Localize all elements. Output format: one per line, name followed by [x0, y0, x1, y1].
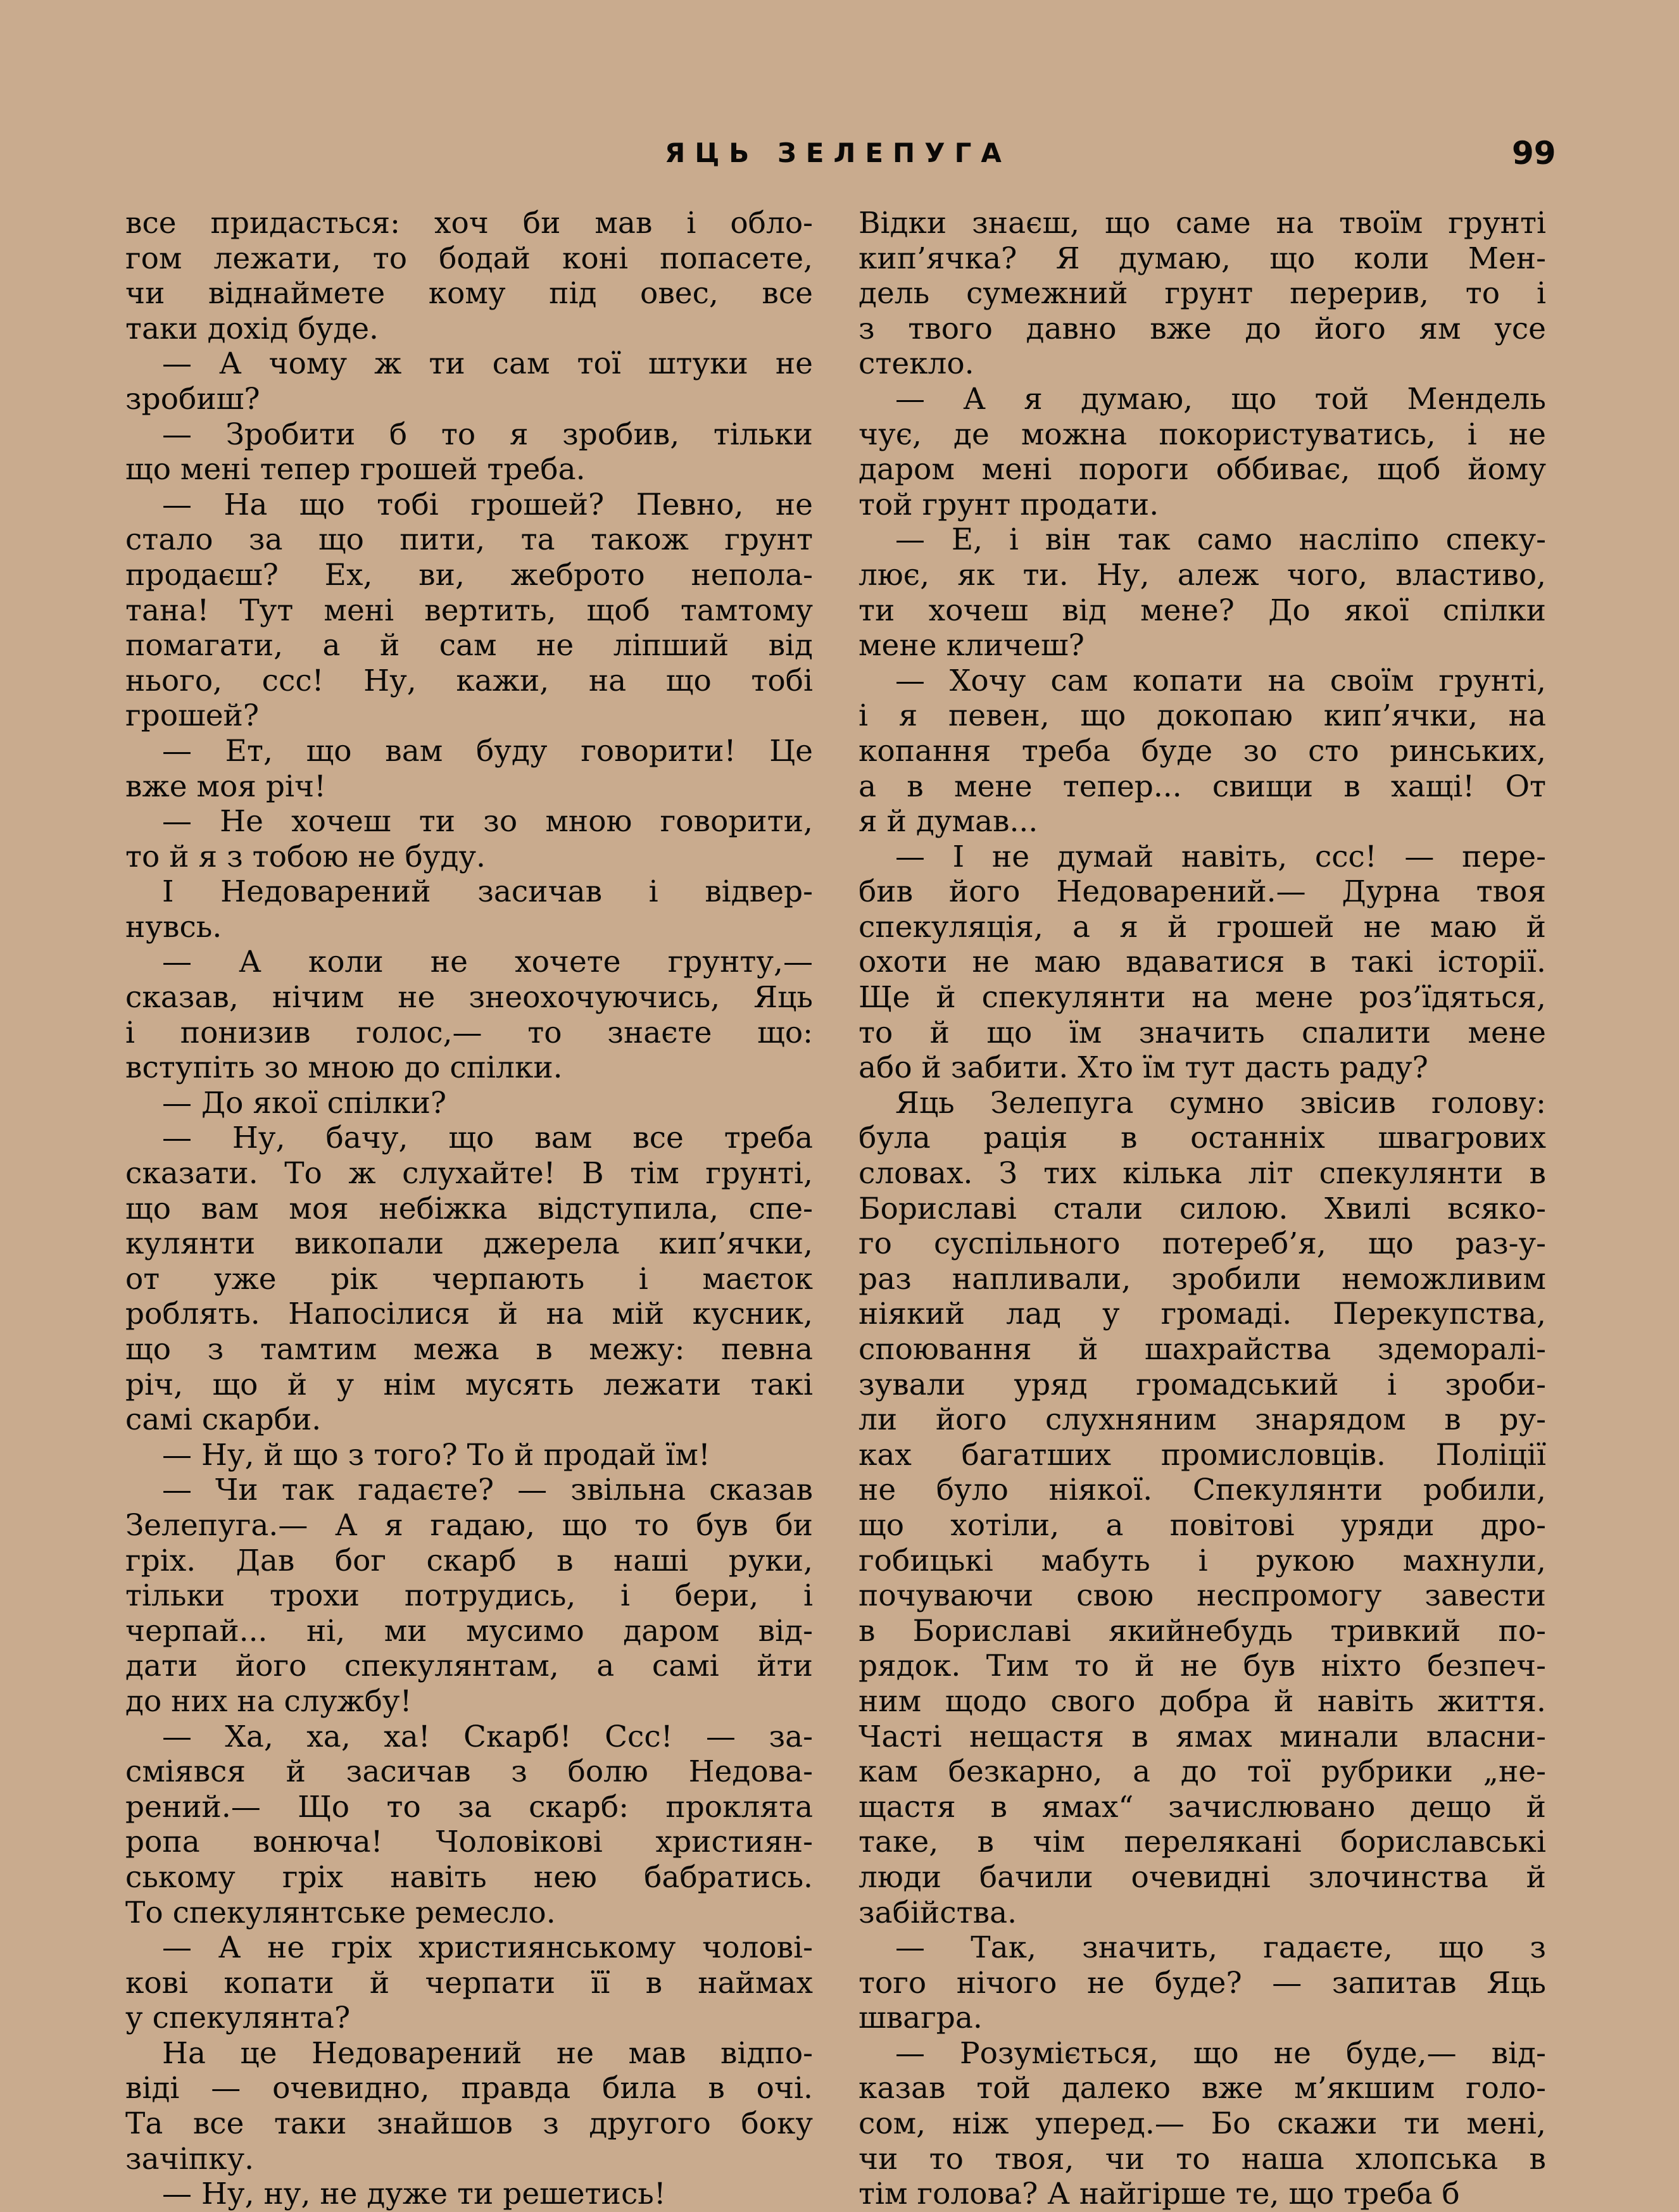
text-line: стало за що пити, та також грунт [125, 522, 813, 558]
text-line: в Бориславі якийнебудь тривкий по- [858, 1613, 1546, 1649]
text-line: кип’ячка? Я думаю, що коли Мен- [858, 241, 1546, 276]
paragraph [125, 487, 813, 734]
text-line: зачіпку. [125, 2141, 255, 2177]
text-line: або й забити. Хто їм тут дасть раду? [858, 1050, 1428, 1086]
text-line: таки дохід буде. [125, 311, 379, 346]
text-line: з твого давно вже до його ям усе [858, 311, 1546, 346]
text-line: — Розуміється, що не буде,— від- [895, 2035, 1546, 2071]
paragraph [858, 382, 1546, 522]
text-line: не було ніякої. Спекулянти робили, [858, 1473, 1546, 1508]
text-line: забійства. [858, 1895, 1017, 1930]
text-line: — Ну, ну, не дуже ти решетись! [162, 2177, 666, 2212]
text-line: кулянти викопали джерела кип’ячки, [125, 1226, 813, 1262]
paragraph [858, 1930, 1546, 2036]
text-line: щастя в ямах“ зачислювано дещо й [858, 1789, 1546, 1825]
text-line: сказати. То ж слухайте! В тім грунті, [125, 1156, 813, 1191]
text-line: охоти не маю вдаватися в такі історії. [858, 945, 1546, 980]
text-line: і я певен, що докопаю кип’ячки, на [858, 698, 1546, 734]
text-line: у спекулянта? [125, 2001, 351, 2036]
text-line: — Хочу сам копати на своїм грунті, [895, 663, 1546, 698]
text-line: що хотіли, а повітові уряди дро- [858, 1507, 1546, 1543]
text-line: річ, що й у нім мусять лежати такі [125, 1367, 813, 1402]
text-line: — А не гріх християнському чолові- [162, 1930, 813, 1966]
text-line: помагати, а й сам не ліпший від [125, 628, 813, 663]
text-line: а в мене тепер... свищи в хащі! От [858, 769, 1546, 804]
paragraph [125, 1473, 813, 1719]
text-line: нього, ссс! Ну, кажи, на що тобі [125, 663, 813, 698]
text-line: — Не хочеш ти зо мною говорити, [162, 804, 813, 839]
paragraph [125, 1121, 813, 1437]
text-line: дати його спекулянтам, а самі йти [125, 1649, 813, 1684]
text-line: — Ха, ха, ха! Скарб! Ссс! — за- [162, 1719, 813, 1754]
paragraph [125, 1438, 813, 1473]
text-line: тім голова? А найгірше те, що треба б [858, 2177, 1460, 2212]
text-line: чи то твоя, чи то наша хлопська в [858, 2141, 1546, 2177]
text-line: — А я думаю, що той Мендель [895, 381, 1546, 417]
text-line: кам безкарно, а до тої рубрики „не- [858, 1754, 1546, 1790]
text-line: і понизив голос,— то знаєте що: [125, 1015, 813, 1050]
text-line: грошей? [125, 698, 260, 734]
text-line: — Чи так гадаєте? — звільна сказав [162, 1473, 813, 1508]
paragraph [125, 2177, 813, 2212]
paragraph [125, 206, 813, 346]
text-line: таке, в чім перелякані бориславські [858, 1825, 1546, 1860]
text-line: — Так, значить, гадаєте, що з [895, 1930, 1546, 1966]
paragraph [125, 945, 813, 1085]
text-line: лює, як ти. Ну, алеж чого, властиво, [858, 557, 1546, 593]
text-line: бив його Недоварений.— Дурна твоя [858, 874, 1546, 910]
running-title: ЯЦЬ ЗЕЛЕПУГА [665, 137, 1011, 168]
paragraph [858, 839, 1546, 1086]
text-line: той грунт продати. [858, 487, 1159, 522]
text-line: гом лежати, то бодай коні попасете, [125, 241, 813, 276]
paragraph [858, 522, 1546, 663]
text-line: сказав, нічим не знеохочуючись, Яць [125, 980, 813, 1015]
text-line: черпай... ні, ми мусимо даром від- [125, 1613, 813, 1649]
text-line: — Ну, й що з того? То й продай їм! [162, 1437, 710, 1473]
text-line: — А коли не хочете грунту,— [162, 945, 813, 980]
running-header [0, 134, 1679, 172]
text-line: стекло. [858, 346, 974, 382]
text-line: ропа вонюча! Чоловікові християн- [125, 1825, 813, 1860]
text-line: ніякий лад у громаді. Перекупства, [858, 1297, 1546, 1332]
text-line: — Ет, що вам буду говорити! Це [162, 733, 813, 769]
text-line: вступіть зо мною до спілки. [125, 1050, 563, 1086]
paragraph [858, 206, 1546, 382]
text-line: віді — очевидно, правда била в очі. [125, 2071, 813, 2106]
text-line: того нічого не буде? — запитав Яць [858, 1965, 1546, 2001]
text-line: ському гріх навіть нею бабратись. [125, 1859, 813, 1895]
text-line: чує, де можна покористуватись, і не [858, 417, 1546, 452]
text-line: — Е, і він так само насліпо спеку- [895, 522, 1546, 558]
text-line: Зелепуга.— А я гадаю, що то був би [125, 1507, 813, 1543]
text-line: нувсь. [125, 909, 222, 945]
text-line: що мені тепер грошей треба. [125, 452, 586, 487]
text-line: — На що тобі грошей? Певно, не [162, 487, 813, 522]
text-line: тана! Тут мені вертить, щоб тамтому [125, 593, 813, 628]
paragraph [125, 1719, 813, 1931]
text-line: самі скарби. [125, 1402, 322, 1438]
text-line: я й думав... [858, 804, 1038, 839]
text-line: Відки знаєш, що саме на твоїм грунті [858, 206, 1546, 241]
text-line: То спекулянтське ремесло. [125, 1895, 556, 1930]
text-line: все придасться: хоч би мав і обло- [125, 206, 813, 241]
text-line: до них на службу! [125, 1683, 412, 1719]
text-line: що з тамтим межа в межу: певна [125, 1332, 813, 1367]
text-line: ним щодо свого добра й навіть життя. [858, 1683, 1546, 1719]
text-line: дель сумежний грунт перерив, то і [858, 276, 1546, 311]
text-line: зували уряд громадський і зроби- [858, 1367, 1546, 1402]
page-number: 99 [1512, 135, 1556, 172]
text-line: тільки трохи потрудись, і бери, і [125, 1578, 813, 1614]
text-line: сміявся й засичав з болю Недова- [125, 1754, 813, 1790]
text-line: Часті нещастя в ямах минали власни- [858, 1719, 1546, 1754]
text-line: Бориславі стали силою. Хвилі всяко- [858, 1191, 1546, 1226]
text-line: кові копати й черпати її в наймах [125, 1965, 813, 2001]
text-line: — А чому ж ти сам тої штуки не [162, 346, 813, 382]
text-line: продаєш? Ех, ви, жеброто непола- [125, 557, 813, 593]
paragraph [858, 2036, 1546, 2212]
paragraph [858, 663, 1546, 839]
paragraph [125, 874, 813, 945]
text-line: гобицькі мабуть і рукою махнули, [858, 1543, 1546, 1578]
paragraph [125, 1930, 813, 2036]
text-line: го суспільного потереб’я, що раз-у- [858, 1226, 1546, 1262]
text-line: то й що їм значить спалити мене [858, 1015, 1546, 1050]
left-column [125, 206, 813, 2212]
text-line: сом, ніж уперед.— Бо скажи ти мені, [858, 2106, 1546, 2142]
text-line: мене кличеш? [858, 628, 1085, 663]
paragraph [125, 2036, 813, 2177]
text-line: що вам моя небіжка відступила, спе- [125, 1191, 813, 1226]
text-line: — І не думай навіть, ссс! — пере- [895, 839, 1546, 874]
text-line: спекуляція, а я й грошей не маю й [858, 909, 1546, 945]
text-line: то й я з тобою не буду. [125, 839, 486, 874]
text-line: роблять. Напосілися й на мій кусник, [125, 1297, 813, 1332]
text-line: казав той далеко вже м’якшим голо- [858, 2071, 1546, 2106]
text-line: даром мені пороги оббиває, щоб йому [858, 452, 1546, 487]
text-line: — Зробити б то я зробив, тільки [162, 417, 813, 452]
paragraph [125, 417, 813, 487]
paragraph [125, 804, 813, 874]
text-line: Та все таки знайшов з другого боку [125, 2106, 813, 2142]
text-line: копання треба буде зо сто ринських, [858, 733, 1546, 769]
text-line: ли його слухняним знарядом в ру- [858, 1402, 1546, 1438]
text-line: люди бачили очевидні злочинства й [858, 1859, 1546, 1895]
text-line: На це Недоварений не мав відпо- [162, 2035, 813, 2071]
paragraph [125, 1086, 813, 1121]
text-line: споювання й шахрайства здеморалі- [858, 1332, 1546, 1367]
text-line: вже моя річ! [125, 769, 326, 804]
text-line: раз напливали, зробили неможливим [858, 1261, 1546, 1297]
text-line: от уже рік черпають і маєток [125, 1261, 813, 1297]
text-line: почуваючи свою неспромогу завести [858, 1578, 1546, 1614]
text-line: швагра. [858, 2001, 983, 2036]
text-line: гріх. Дав бог скарб в наші руки, [125, 1543, 813, 1578]
text-line: словах. З тих кілька літ спекулянти в [858, 1156, 1546, 1191]
text-line: — До якої спілки? [162, 1085, 447, 1121]
paragraph [125, 734, 813, 804]
text-line: ках багатших промисловців. Поліції [858, 1437, 1546, 1473]
text-line: — Ну, бачу, що вам все треба [162, 1121, 813, 1156]
paragraph [858, 1086, 1546, 1930]
text-line: І Недоварений засичав і відвер- [162, 874, 813, 910]
text-line: чи віднаймете кому під овес, все [125, 276, 813, 311]
text-line: рений.— Що то за скарб: проклята [125, 1789, 813, 1825]
paragraph [125, 346, 813, 417]
text-line: Ще й спекулянти на мене роз’їдяться, [858, 980, 1546, 1015]
text-line: рядок. Тим то й не був ніхто безпеч- [858, 1649, 1546, 1684]
text-line: була рація в останніх швагрових [858, 1121, 1546, 1156]
text-line: ти хочеш від мене? До якої спілки [858, 593, 1546, 628]
text-line: Яць Зелепуга сумно звісив голову: [895, 1085, 1546, 1121]
right-column [858, 206, 1546, 2212]
text-line: зробиш? [125, 381, 260, 417]
